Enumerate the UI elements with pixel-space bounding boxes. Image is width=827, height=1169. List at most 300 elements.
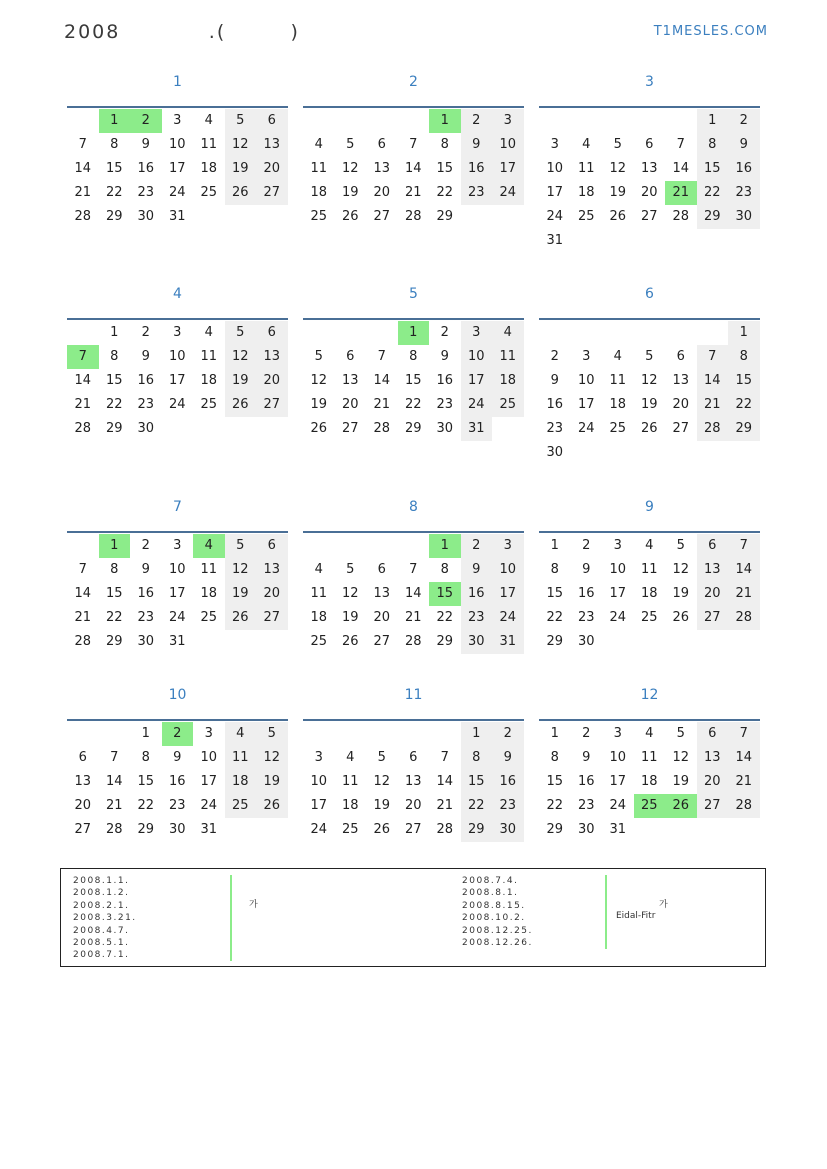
empty-day-cell xyxy=(602,321,634,345)
day-cell: 13 xyxy=(256,133,288,157)
day-cell: 4 xyxy=(613,349,622,364)
holiday-dates-left xyxy=(73,875,137,962)
day-cell: 26 xyxy=(341,634,359,649)
day-cell: 29 xyxy=(137,822,155,837)
day-cell: 3 xyxy=(550,137,559,152)
day-cell: 21 xyxy=(436,798,454,813)
day-cell: 15 xyxy=(105,586,123,601)
day-cell: 18 xyxy=(200,161,218,176)
day-cell: 5 xyxy=(676,726,685,741)
day-cell: 19 xyxy=(256,770,288,794)
day-cell: 20 xyxy=(404,798,422,813)
day-cell: 11 xyxy=(200,137,218,152)
day-cell: 20 xyxy=(256,157,288,181)
day-grid xyxy=(67,534,288,654)
month-5 xyxy=(303,284,524,441)
day-grid xyxy=(67,109,288,229)
day-cell: 20 xyxy=(373,185,391,200)
day-cell: 3 xyxy=(492,534,524,558)
day-cell: 8 xyxy=(110,137,119,152)
day-cell: 17 xyxy=(168,373,186,388)
day-cell: 4 xyxy=(193,534,225,558)
day-cell: 18 xyxy=(577,185,595,200)
holiday-desc-left: 가 xyxy=(249,900,258,910)
day-cell: 3 xyxy=(613,726,622,741)
day-cell: 31 xyxy=(461,417,493,441)
day-cell: 18 xyxy=(200,373,218,388)
month-2 xyxy=(303,72,524,229)
day-cell: 28 xyxy=(728,606,760,630)
day-cell: 19 xyxy=(341,185,359,200)
day-cell: 12 xyxy=(310,373,328,388)
day-cell: 26 xyxy=(373,822,391,837)
day-cell: 11 xyxy=(310,586,328,601)
day-cell: 16 xyxy=(137,373,155,388)
day-cell: 20 xyxy=(697,770,729,794)
day-cell: 30 xyxy=(137,634,155,649)
day-cell: 9 xyxy=(461,133,493,157)
day-cell: 2 xyxy=(440,325,449,340)
day-cell: 7 xyxy=(377,349,386,364)
day-cell: 4 xyxy=(204,325,213,340)
day-cell: 1 xyxy=(110,325,119,340)
day-cell: 21 xyxy=(74,185,92,200)
day-cell: 30 xyxy=(137,421,155,436)
holiday-date: 2008.7.1. xyxy=(73,950,130,961)
day-cell: 27 xyxy=(373,209,391,224)
day-cell: 25 xyxy=(634,794,666,818)
empty-day-cell xyxy=(335,534,367,558)
day-cell: 14 xyxy=(404,161,422,176)
empty-day-cell xyxy=(398,534,430,558)
day-cell: 8 xyxy=(110,349,119,364)
day-cell: 29 xyxy=(697,205,729,229)
day-cell: 1 xyxy=(697,109,729,133)
day-cell: 28 xyxy=(74,421,92,436)
day-cell: 16 xyxy=(577,586,595,601)
day-cell: 30 xyxy=(577,822,595,837)
day-cell: 14 xyxy=(74,373,92,388)
day-cell: 29 xyxy=(546,822,564,837)
holiday-date: 2008.10.2. xyxy=(462,913,526,924)
day-cell: 18 xyxy=(200,586,218,601)
empty-day-cell xyxy=(697,321,729,345)
day-cell: 22 xyxy=(546,798,564,813)
month-name: 11 xyxy=(404,687,423,703)
day-cell: 10 xyxy=(577,373,595,388)
day-cell: 18 xyxy=(492,369,524,393)
day-cell: 22 xyxy=(105,610,123,625)
day-cell: 25 xyxy=(577,209,595,224)
day-cell: 28 xyxy=(404,634,422,649)
day-cell: 9 xyxy=(550,373,559,388)
day-cell: 26 xyxy=(225,181,257,205)
day-cell: 25 xyxy=(609,421,627,436)
day-grid xyxy=(303,109,524,229)
day-cell: 5 xyxy=(346,137,355,152)
day-cell: 22 xyxy=(436,610,454,625)
day-cell: 11 xyxy=(310,161,328,176)
day-cell: 29 xyxy=(105,421,123,436)
day-cell: 16 xyxy=(461,582,493,606)
day-cell: 5 xyxy=(676,538,685,553)
day-cell: 15 xyxy=(404,373,422,388)
day-cell: 7 xyxy=(409,562,418,577)
day-cell: 15 xyxy=(546,774,564,789)
day-cell: 6 xyxy=(697,534,729,558)
day-cell: 12 xyxy=(256,746,288,770)
holiday-date: 2008.4.7. xyxy=(73,925,130,936)
day-cell: 8 xyxy=(728,345,760,369)
holiday-date: 2008.7.4. xyxy=(462,876,519,886)
day-cell: 24 xyxy=(200,798,218,813)
day-cell: 3 xyxy=(613,538,622,553)
day-cell: 29 xyxy=(436,209,454,224)
day-cell: 22 xyxy=(436,185,454,200)
month-10 xyxy=(67,685,288,842)
day-cell: 6 xyxy=(697,722,729,746)
day-cell: 21 xyxy=(697,393,729,417)
day-cell: 12 xyxy=(672,750,690,765)
day-cell: 24 xyxy=(492,181,524,205)
holiday-desc-right-1: 가 xyxy=(659,900,668,910)
day-cell: 14 xyxy=(74,586,92,601)
empty-day-cell xyxy=(571,109,603,133)
day-cell: 21 xyxy=(74,610,92,625)
empty-day-cell xyxy=(366,109,398,133)
day-cell: 6 xyxy=(78,750,87,765)
day-cell: 16 xyxy=(492,770,524,794)
day-cell: 11 xyxy=(341,774,359,789)
day-cell: 6 xyxy=(256,321,288,345)
day-cell: 31 xyxy=(609,822,627,837)
day-cell: 10 xyxy=(546,161,564,176)
day-cell: 16 xyxy=(137,586,155,601)
day-cell: 2 xyxy=(141,538,150,553)
day-cell: 23 xyxy=(137,397,155,412)
day-cell: 4 xyxy=(645,538,654,553)
day-cell: 4 xyxy=(204,113,213,128)
day-cell: 12 xyxy=(225,133,257,157)
month-name: 8 xyxy=(409,499,418,515)
day-cell: 21 xyxy=(373,397,391,412)
day-cell: 29 xyxy=(728,417,760,441)
day-cell: 27 xyxy=(341,421,359,436)
day-cell: 9 xyxy=(582,750,591,765)
day-cell: 17 xyxy=(461,369,493,393)
empty-day-cell xyxy=(303,722,335,746)
empty-day-cell xyxy=(665,109,697,133)
day-cell: 17 xyxy=(609,774,627,789)
day-cell: 9 xyxy=(492,746,524,770)
day-cell: 17 xyxy=(577,397,595,412)
day-grid xyxy=(303,722,524,842)
day-cell: 6 xyxy=(346,349,355,364)
day-cell: 23 xyxy=(137,610,155,625)
empty-day-cell xyxy=(398,109,430,133)
day-cell: 14 xyxy=(404,586,422,601)
day-cell: 9 xyxy=(461,558,493,582)
day-grid xyxy=(539,109,760,253)
day-cell: 11 xyxy=(200,562,218,577)
brand-link[interactable]: T1MESLES.COM xyxy=(653,24,768,39)
day-cell: 10 xyxy=(200,750,218,765)
month-rule xyxy=(539,719,760,721)
month-name: 1 xyxy=(173,74,182,90)
day-cell: 22 xyxy=(461,794,493,818)
month-rule xyxy=(303,106,524,108)
month-name: 3 xyxy=(645,74,654,90)
day-cell: 23 xyxy=(728,181,760,205)
day-cell: 4 xyxy=(492,321,524,345)
day-cell: 11 xyxy=(609,373,627,388)
day-cell: 26 xyxy=(225,606,257,630)
day-cell: 1 xyxy=(141,726,150,741)
day-cell: 5 xyxy=(225,321,257,345)
day-cell: 7 xyxy=(728,534,760,558)
day-cell: 25 xyxy=(492,393,524,417)
day-cell: 30 xyxy=(137,209,155,224)
day-cell: 18 xyxy=(310,610,328,625)
day-cell: 19 xyxy=(373,798,391,813)
day-cell: 4 xyxy=(582,137,591,152)
day-cell: 28 xyxy=(74,634,92,649)
month-rule xyxy=(303,318,524,320)
day-cell: 27 xyxy=(697,794,729,818)
day-cell: 10 xyxy=(310,774,328,789)
month-3 xyxy=(539,72,760,253)
day-cell: 31 xyxy=(168,634,186,649)
month-rule xyxy=(303,531,524,533)
day-cell: 7 xyxy=(697,345,729,369)
holiday-marker-left xyxy=(230,875,232,961)
day-cell: 30 xyxy=(546,445,564,460)
day-cell: 25 xyxy=(200,397,218,412)
empty-day-cell xyxy=(429,722,461,746)
day-cell: 3 xyxy=(314,750,323,765)
day-cell: 23 xyxy=(168,798,186,813)
day-cell: 30 xyxy=(461,630,493,654)
day-cell: 18 xyxy=(640,586,658,601)
empty-day-cell xyxy=(335,109,367,133)
day-cell: 8 xyxy=(550,750,559,765)
day-cell: 8 xyxy=(110,562,119,577)
day-cell: 20 xyxy=(256,369,288,393)
day-cell: 28 xyxy=(373,421,391,436)
month-4 xyxy=(67,284,288,441)
day-cell: 13 xyxy=(697,746,729,770)
empty-day-cell xyxy=(67,321,99,345)
day-cell: 5 xyxy=(346,562,355,577)
day-cell: 6 xyxy=(676,349,685,364)
month-rule xyxy=(539,318,760,320)
day-cell: 2 xyxy=(728,109,760,133)
day-cell: 16 xyxy=(168,774,186,789)
day-cell: 11 xyxy=(577,161,595,176)
day-cell: 13 xyxy=(404,774,422,789)
day-cell: 17 xyxy=(492,582,524,606)
day-cell: 17 xyxy=(609,586,627,601)
day-cell: 4 xyxy=(225,722,257,746)
day-cell: 2 xyxy=(162,722,194,746)
month-name: 10 xyxy=(168,687,187,703)
day-cell: 5 xyxy=(645,349,654,364)
day-cell: 21 xyxy=(728,582,760,606)
empty-day-cell xyxy=(539,321,571,345)
day-cell: 24 xyxy=(461,393,493,417)
month-rule xyxy=(539,106,760,108)
day-cell: 30 xyxy=(492,818,524,842)
month-9 xyxy=(539,497,760,654)
day-cell: 12 xyxy=(640,373,658,388)
day-cell: 1 xyxy=(728,321,760,345)
day-cell: 26 xyxy=(310,421,328,436)
day-cell: 14 xyxy=(436,774,454,789)
day-cell: 28 xyxy=(74,209,92,224)
day-cell: 12 xyxy=(341,161,359,176)
empty-day-cell xyxy=(366,321,398,345)
day-cell: 11 xyxy=(492,345,524,369)
day-cell: 9 xyxy=(141,137,150,152)
day-cell: 17 xyxy=(492,157,524,181)
day-cell: 1 xyxy=(398,321,430,345)
day-cell: 30 xyxy=(577,634,595,649)
day-cell: 5 xyxy=(225,534,257,558)
day-cell: 25 xyxy=(310,634,328,649)
holiday-date: 2008.8.15. xyxy=(462,900,526,911)
day-cell: 25 xyxy=(640,610,658,625)
day-cell: 3 xyxy=(173,538,182,553)
day-cell: 12 xyxy=(225,558,257,582)
day-cell: 26 xyxy=(665,794,697,818)
day-cell: 21 xyxy=(728,770,760,794)
day-cell: 1 xyxy=(550,538,559,553)
page-title: 2008 .( ) xyxy=(64,21,300,43)
empty-day-cell xyxy=(303,321,335,345)
day-cell: 20 xyxy=(373,610,391,625)
day-cell: 20 xyxy=(74,798,92,813)
month-12 xyxy=(539,685,760,842)
day-cell: 5 xyxy=(225,109,257,133)
day-cell: 6 xyxy=(256,109,288,133)
month-rule xyxy=(67,531,288,533)
day-cell: 26 xyxy=(609,209,627,224)
day-cell: 20 xyxy=(256,582,288,606)
day-cell: 22 xyxy=(697,181,729,205)
day-cell: 1 xyxy=(429,534,461,558)
day-cell: 26 xyxy=(225,393,257,417)
holiday-marker-right xyxy=(605,875,607,949)
day-cell: 4 xyxy=(314,562,323,577)
holiday-notes xyxy=(60,868,766,967)
month-rule xyxy=(67,106,288,108)
day-cell: 17 xyxy=(546,185,564,200)
day-cell: 10 xyxy=(609,750,627,765)
holiday-date: 2008.8.1. xyxy=(462,888,519,899)
day-cell: 21 xyxy=(105,798,123,813)
day-grid xyxy=(303,534,524,654)
day-cell: 27 xyxy=(74,822,92,837)
day-cell: 15 xyxy=(697,157,729,181)
day-cell: 3 xyxy=(582,349,591,364)
day-cell: 3 xyxy=(173,325,182,340)
empty-day-cell xyxy=(303,534,335,558)
day-cell: 28 xyxy=(728,794,760,818)
day-cell: 16 xyxy=(137,161,155,176)
day-cell: 26 xyxy=(341,209,359,224)
day-cell: 28 xyxy=(105,822,123,837)
day-cell: 23 xyxy=(137,185,155,200)
empty-day-cell xyxy=(602,109,634,133)
day-cell: 7 xyxy=(67,345,99,369)
day-cell: 29 xyxy=(105,634,123,649)
day-cell: 7 xyxy=(676,137,685,152)
day-cell: 22 xyxy=(137,798,155,813)
month-name: 2 xyxy=(409,74,418,90)
day-cell: 13 xyxy=(74,774,92,789)
day-cell: 31 xyxy=(492,630,524,654)
holiday-date: 2008.1.1. xyxy=(73,876,130,886)
day-cell: 29 xyxy=(404,421,422,436)
day-cell: 15 xyxy=(436,161,454,176)
day-cell: 23 xyxy=(461,606,493,630)
day-cell: 25 xyxy=(310,209,328,224)
day-cell: 6 xyxy=(377,562,386,577)
day-cell: 14 xyxy=(105,774,123,789)
day-cell: 12 xyxy=(341,586,359,601)
day-cell: 14 xyxy=(373,373,391,388)
empty-day-cell xyxy=(67,722,99,746)
day-cell: 24 xyxy=(168,185,186,200)
day-cell: 16 xyxy=(577,774,595,789)
day-grid xyxy=(539,722,760,842)
empty-day-cell xyxy=(398,722,430,746)
day-cell: 10 xyxy=(168,349,186,364)
holiday-date: 2008.3.21. xyxy=(73,913,137,924)
day-cell: 26 xyxy=(256,794,288,818)
day-cell: 6 xyxy=(645,137,654,152)
day-cell: 13 xyxy=(373,161,391,176)
holiday-date: 2008.1.2. xyxy=(73,888,130,899)
day-cell: 9 xyxy=(141,349,150,364)
day-cell: 18 xyxy=(225,770,257,794)
day-cell: 13 xyxy=(697,558,729,582)
holiday-date: 2008.5.1. xyxy=(73,938,130,949)
day-cell: 23 xyxy=(546,421,564,436)
day-cell: 29 xyxy=(546,634,564,649)
day-cell: 8 xyxy=(141,750,150,765)
month-rule xyxy=(303,719,524,721)
day-cell: 9 xyxy=(141,562,150,577)
day-cell: 2 xyxy=(582,538,591,553)
day-cell: 2 xyxy=(550,349,559,364)
day-cell: 24 xyxy=(168,610,186,625)
day-cell: 19 xyxy=(640,397,658,412)
day-cell: 24 xyxy=(168,397,186,412)
day-cell: 24 xyxy=(492,606,524,630)
empty-day-cell xyxy=(665,321,697,345)
day-cell: 19 xyxy=(225,369,257,393)
day-cell: 14 xyxy=(728,558,760,582)
holiday-date: 2008.2.1. xyxy=(73,900,130,911)
day-cell: 20 xyxy=(672,397,690,412)
empty-day-cell xyxy=(571,321,603,345)
month-name: 7 xyxy=(173,499,182,515)
day-cell: 15 xyxy=(105,373,123,388)
day-cell: 2 xyxy=(461,534,493,558)
day-cell: 25 xyxy=(225,794,257,818)
empty-day-cell xyxy=(67,109,99,133)
